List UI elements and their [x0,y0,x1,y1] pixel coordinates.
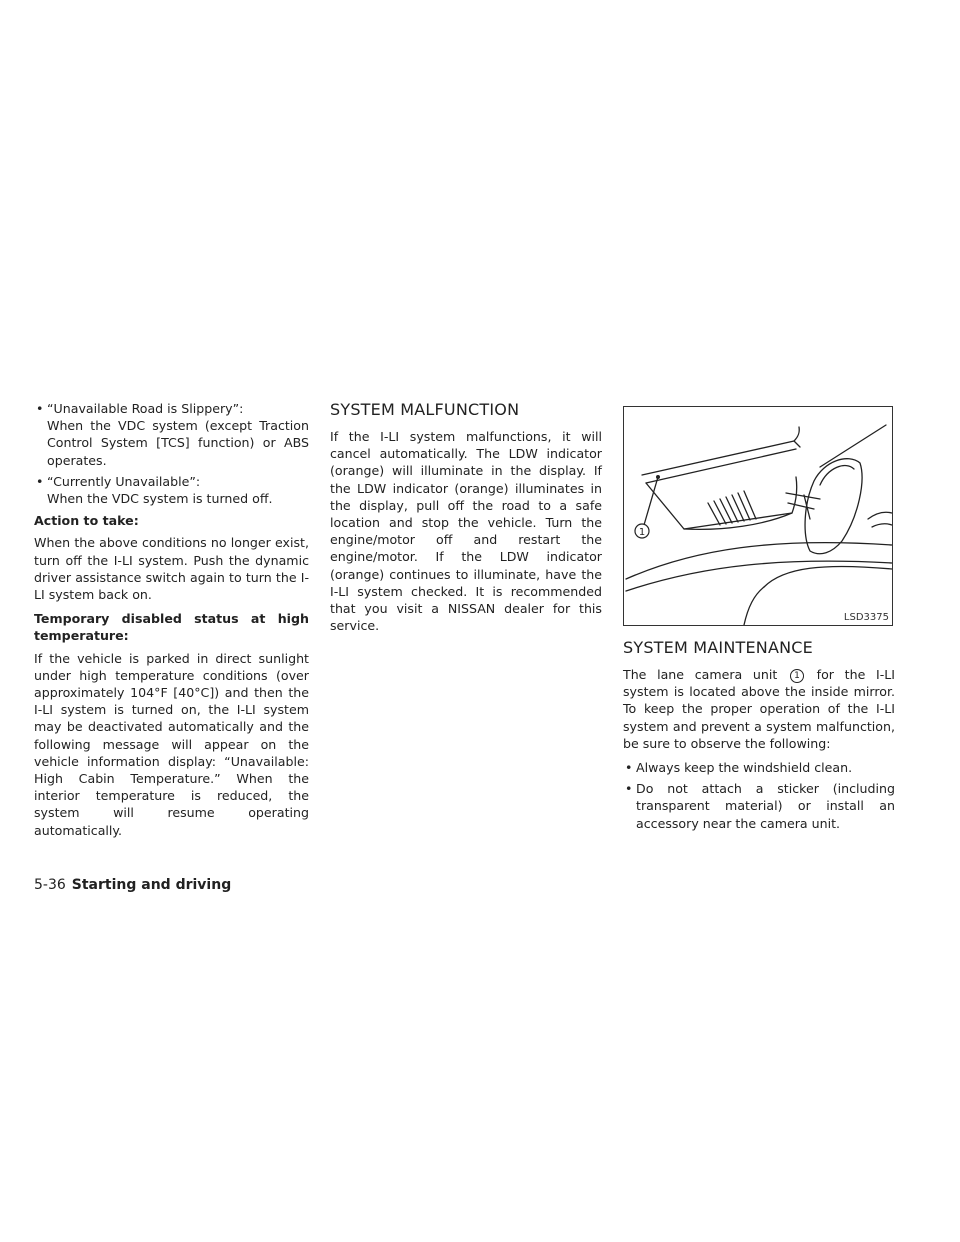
bullet-dot: • [625,781,633,797]
bullet-item [34,473,309,507]
malfunction-paragraph: If the I-LI system malfunctions, it will cancel automatically. The LDW indicator (orange) will illuminate in the display. If the LDW indicator (orange) illuminates in the display, pull off the road to a safe location and stop the vehicle. Turn the engine/motor off and restart the engine/motor. If the LDW indicator (orange) continues to illuminate, have the I-LI system checked. It is recommended that you visit a NISSAN dealer for this service. [330,429,602,634]
bullet-head: “Unavailable Road is Slippery”: [47,401,244,416]
callout-marker: 1 [790,669,804,683]
bullet-body: When the VDC system (except Traction Control System [TCS] function) or ABS operates. [47,418,309,468]
callout-dot [656,475,660,479]
bullet-body: Do not attach a sticker (including transparent material) or install an accessory near the camera unit. [636,781,895,831]
bullet-item [623,780,895,832]
maintenance-intro [623,666,895,752]
bullet-head: “Currently Unavailable”: [47,473,201,489]
action-heading: Action to take: [34,513,139,529]
section-title: Starting and driving [71,877,232,893]
maintenance-intro-before: The lane camera unit [623,667,778,682]
temperature-paragraph: If the vehicle is parked in direct sunlight under high temperature conditions (over approximately 104°F [40°C]) and then the I-LI system is turned on, the I-LI system may be deactivated automatically and the following message will appear on the vehicle information display: “Unavailable: High Cabin Temperature.” When the interior temperature is reduced, the system will resume operating automatically. [34,650,309,838]
malfunction-heading: SYSTEM MALFUNCTION [330,400,520,419]
maintenance-heading: SYSTEM MAINTENANCE [623,638,813,657]
temperature-heading: Temporary disabled status at high temperature: [34,611,309,644]
bullet-dot: • [36,401,44,416]
bullet-body: Always keep the windshield clean. [636,760,853,776]
bullet-item [623,759,895,776]
maintenance-intro-after: for the I-LI system is located above the inside mirror. To keep the proper operation of the I-LI system and prevent a system malfunction, be sure to observe the following: [623,667,895,751]
right-column [623,400,895,836]
figure-code: LSD3375 [843,612,889,623]
callout-label: 1 [638,527,646,538]
bullet-item [34,400,309,469]
middle-column [330,400,602,641]
bullet-body: When the VDC system is turned off. [47,491,273,507]
camera-unit-figure [623,406,893,626]
page-footer [34,876,231,894]
bullet-dot: • [36,473,44,489]
windshield-camera-illustration [624,407,893,626]
page-number: 5-36 [34,877,66,893]
left-column [34,400,309,846]
bullet-dot: • [625,760,633,776]
action-paragraph: When the above conditions no longer exist, turn off the I-LI system. Push the dynamic driver assistance switch again to turn the I-LI system back on. [34,535,309,603]
